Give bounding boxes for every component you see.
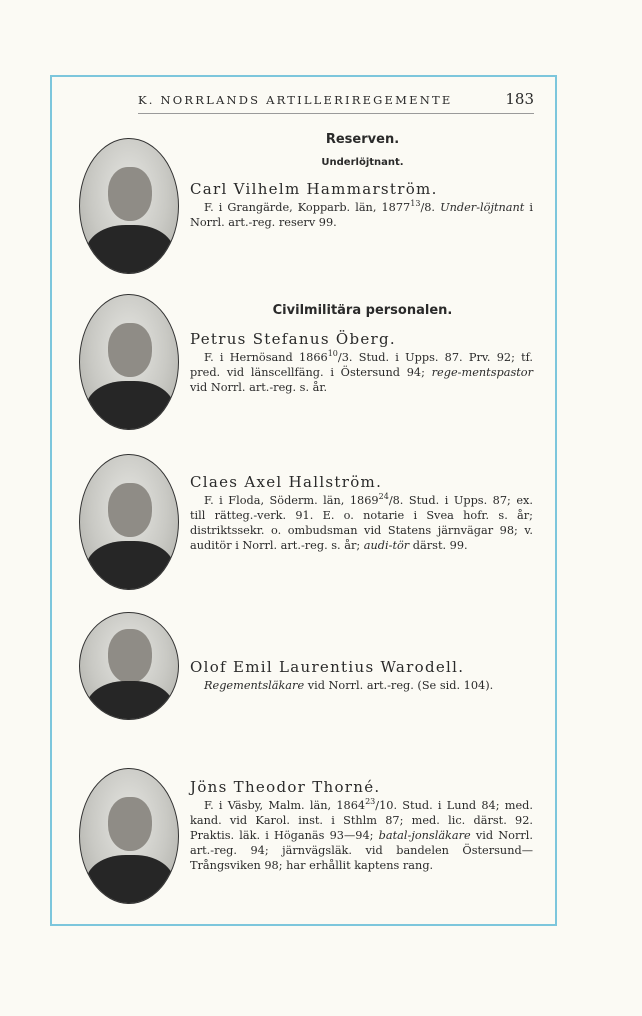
bio-text-segment: /3. Stud. i Upps. 87. Prv. 92; tf. pred. vid länscellfäng. i Östersund 94;: [190, 351, 533, 379]
biography-entry: [190, 180, 533, 230]
bio-text-segment: i Norrl. art.-reg. reserv 99.: [190, 201, 533, 229]
bio-text-segment: /10. Stud. i Lund 84; med. kand. vid Karol. inst. i Sthlm 87; med. lic. därst. 92. Praktis. läk. i Höganäs 93—94;: [190, 799, 533, 842]
person-name: Petrus Stefanus Öberg.: [190, 330, 396, 348]
section-subtitle-rank: Underlöjtnant.: [321, 157, 404, 168]
date-superscript: 10: [327, 349, 338, 359]
biography-text: [190, 678, 533, 693]
page-number: 183: [505, 90, 534, 108]
date-superscript: 13: [410, 199, 421, 209]
biography-text: [190, 493, 533, 553]
date-superscript: 24: [378, 492, 389, 502]
portrait-photo: [79, 294, 179, 430]
italic-term: rege-mentspastor: [431, 366, 533, 379]
biography-entry: [190, 778, 533, 873]
biography-text: [190, 200, 533, 230]
biography-text: [190, 798, 533, 873]
portrait-photo: [79, 138, 179, 274]
bio-text-segment: /8.: [420, 201, 441, 214]
bio-text-segment: vid Norrl. art.-reg. (Se sid. 104).: [304, 679, 494, 692]
italic-term: audi-tör: [363, 539, 410, 552]
running-header: [138, 90, 534, 114]
italic-term: Regementsläkare: [204, 679, 305, 692]
section-title-civil: Civilmilitära personalen.: [272, 303, 453, 318]
biography-text: [190, 350, 533, 395]
biography-entry: [190, 473, 533, 553]
bio-text-segment: F. i Floda, Söderm. län, 1869: [204, 494, 379, 507]
section-title-reserve: Reserven.: [325, 132, 400, 147]
date-superscript: 23: [365, 797, 376, 807]
running-title: K. NORRLANDS ARTILLERIREGEMENTE: [138, 93, 453, 107]
portrait-photo: [79, 768, 179, 904]
portrait-photo: [79, 454, 179, 590]
portrait-photo: [79, 612, 179, 720]
italic-term: batal-jonsläkare: [378, 829, 471, 842]
italic-term: Under-löjtnant: [440, 201, 525, 214]
bio-text-segment: F. i Grangärde, Kopparb. län, 1877: [204, 201, 411, 214]
person-name: Carl Vilhelm Hammarström.: [190, 180, 438, 198]
bio-text-segment: vid Norrl. art.-reg. s. år.: [190, 381, 328, 394]
bio-text-segment: vid Norrl. art.-reg. 94; järnvägsläk. vid bandelen Östersund—Trångsviken 98; har erhållit kaptens rang.: [190, 829, 533, 872]
bio-text-segment: F. i Hernösand 1866: [204, 351, 328, 364]
person-name: Olof Emil Laurentius Warodell.: [190, 658, 465, 676]
bio-text-segment: /8. Stud. i Upps. 87; ex. till rätteg.-verk. 91. E. o. notarie i Svea hofr. s. år; distriktssekr. o. ombudsman vid Statens järnvägar 98; v. auditör i Norrl. art.-reg. s. år;: [190, 494, 533, 552]
bio-text-segment: därst. 99.: [409, 539, 468, 552]
biography-entry: [190, 330, 533, 395]
person-name: Claes Axel Hallström.: [190, 473, 383, 491]
biography-entry: [190, 658, 533, 693]
person-name: Jöns Theodor Thorné.: [190, 778, 381, 796]
bio-text-segment: F. i Väsby, Malm. län, 1864: [204, 799, 366, 812]
